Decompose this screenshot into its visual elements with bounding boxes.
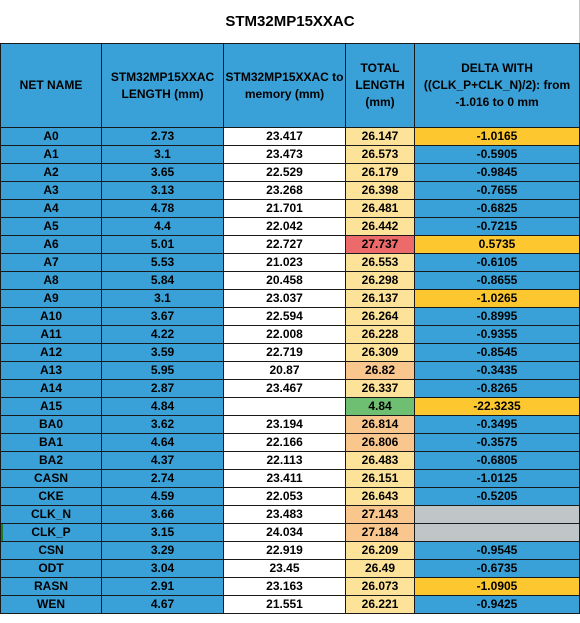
cell-net-name[interactable]: ODT — [1, 560, 102, 578]
table-row — [1, 488, 580, 506]
cell-length[interactable]: 5.95 — [102, 362, 224, 380]
cell-total[interactable]: 26.483 — [346, 452, 415, 470]
cell-length[interactable]: 3.66 — [102, 506, 224, 524]
cell-delta[interactable]: -0.8655 — [415, 272, 580, 290]
cell-to-memory[interactable] — [224, 398, 346, 416]
cell-net-name[interactable]: A1 — [1, 146, 102, 164]
cell-net-name[interactable]: A12 — [1, 344, 102, 362]
header-row — [1, 44, 580, 128]
cell-delta[interactable]: -0.8265 — [415, 380, 580, 398]
cell-length[interactable]: 3.15 — [102, 524, 224, 542]
cell-delta[interactable]: -0.7215 — [415, 218, 580, 236]
table-row — [1, 326, 580, 344]
cell-net-name[interactable]: A8 — [1, 272, 102, 290]
cell-length[interactable]: 4.78 — [102, 200, 224, 218]
cell-net-name[interactable]: A9 — [1, 290, 102, 308]
table-row — [1, 380, 580, 398]
cell-length[interactable]: 2.73 — [102, 128, 224, 146]
cell-delta[interactable] — [415, 524, 580, 542]
cell-to-memory[interactable]: 23.163 — [224, 578, 346, 596]
cell-total[interactable]: 26.398 — [346, 182, 415, 200]
cell-total[interactable]: 26.137 — [346, 290, 415, 308]
cell-length[interactable]: 2.87 — [102, 380, 224, 398]
cell-delta[interactable]: -0.5205 — [415, 488, 580, 506]
cell-to-memory[interactable]: 22.529 — [224, 164, 346, 182]
cell-to-memory[interactable]: 22.053 — [224, 488, 346, 506]
cell-length[interactable]: 4.37 — [102, 452, 224, 470]
cell-delta[interactable]: -0.3495 — [415, 416, 580, 434]
cell-total[interactable]: 26.264 — [346, 308, 415, 326]
cell-to-memory[interactable]: 24.034 — [224, 524, 346, 542]
cell-net-name[interactable]: CASN — [1, 470, 102, 488]
cell-length[interactable]: 5.53 — [102, 254, 224, 272]
table-row — [1, 182, 580, 200]
cell-length[interactable]: 4.84 — [102, 398, 224, 416]
cell-total[interactable]: 26.553 — [346, 254, 415, 272]
header-net-name[interactable]: NET NAME — [1, 44, 102, 128]
cell-delta[interactable]: -0.9545 — [415, 542, 580, 560]
table-row — [1, 542, 580, 560]
cell-delta[interactable]: -0.9355 — [415, 326, 580, 344]
cell-net-name[interactable]: BA0 — [1, 416, 102, 434]
cell-net-name[interactable]: A15 — [1, 398, 102, 416]
table-row — [1, 470, 580, 488]
cell-length[interactable]: 3.59 — [102, 344, 224, 362]
cell-total[interactable]: 26.147 — [346, 128, 415, 146]
header-length[interactable]: STM32MP15XXAC LENGTH (mm) — [102, 44, 224, 128]
cell-delta[interactable]: -0.8995 — [415, 308, 580, 326]
table-row — [1, 524, 580, 542]
cell-total[interactable]: 27.143 — [346, 506, 415, 524]
header-to-memory[interactable]: STM32MP15XXAC to memory (mm) — [224, 44, 346, 128]
cell-delta[interactable]: -0.6825 — [415, 200, 580, 218]
cell-delta[interactable]: -0.7655 — [415, 182, 580, 200]
cell-total[interactable]: 26.298 — [346, 272, 415, 290]
cell-length[interactable]: 2.91 — [102, 578, 224, 596]
cell-length[interactable]: 3.65 — [102, 164, 224, 182]
table-row — [1, 200, 580, 218]
cell-length[interactable]: 2.74 — [102, 470, 224, 488]
cell-to-memory[interactable]: 23.483 — [224, 506, 346, 524]
sheet-title: STM32MP15XXAC — [1, 0, 580, 43]
cell-length[interactable]: 3.67 — [102, 308, 224, 326]
cell-total[interactable]: 26.814 — [346, 416, 415, 434]
cell-total[interactable]: 26.806 — [346, 434, 415, 452]
table-row — [1, 272, 580, 290]
cell-total[interactable]: 26.82 — [346, 362, 415, 380]
cell-total[interactable]: 26.228 — [346, 326, 415, 344]
cell-total[interactable]: 26.221 — [346, 596, 415, 614]
cell-to-memory[interactable]: 20.458 — [224, 272, 346, 290]
table-row — [1, 434, 580, 452]
cell-to-memory[interactable]: 23.45 — [224, 560, 346, 578]
cell-net-name[interactable]: A11 — [1, 326, 102, 344]
cell-net-name[interactable]: CLK_P — [1, 524, 102, 542]
cell-to-memory[interactable]: 23.467 — [224, 380, 346, 398]
cell-net-name[interactable]: A13 — [1, 362, 102, 380]
cell-to-memory[interactable]: 22.594 — [224, 308, 346, 326]
cell-total[interactable]: 26.481 — [346, 200, 415, 218]
table-row — [1, 344, 580, 362]
cell-net-name[interactable]: CKE — [1, 488, 102, 506]
cell-delta[interactable]: -0.6105 — [415, 254, 580, 272]
cell-length[interactable]: 5.01 — [102, 236, 224, 254]
cell-total[interactable]: 26.442 — [346, 218, 415, 236]
table-row — [1, 362, 580, 380]
cell-to-memory[interactable]: 22.919 — [224, 542, 346, 560]
cell-net-name[interactable]: A3 — [1, 182, 102, 200]
cell-to-memory[interactable]: 22.719 — [224, 344, 346, 362]
cell-total[interactable]: 26.49 — [346, 560, 415, 578]
header-total[interactable]: TOTAL LENGTH (mm) — [346, 44, 415, 128]
cell-net-name[interactable]: A14 — [1, 380, 102, 398]
table-row — [1, 578, 580, 596]
cell-to-memory[interactable]: 20.87 — [224, 362, 346, 380]
cell-net-name[interactable]: A2 — [1, 164, 102, 182]
cell-delta[interactable]: -0.6735 — [415, 560, 580, 578]
cell-to-memory[interactable]: 21.701 — [224, 200, 346, 218]
cell-to-memory[interactable]: 23.194 — [224, 416, 346, 434]
cell-length[interactable]: 4.67 — [102, 596, 224, 614]
cell-delta[interactable]: -1.0265 — [415, 290, 580, 308]
cell-delta[interactable]: -0.5905 — [415, 146, 580, 164]
cell-net-name[interactable]: WEN — [1, 596, 102, 614]
table-row — [1, 146, 580, 164]
cell-delta[interactable]: -0.3435 — [415, 362, 580, 380]
cell-delta[interactable]: -0.6805 — [415, 452, 580, 470]
length-table — [0, 43, 580, 614]
cell-length[interactable]: 4.59 — [102, 488, 224, 506]
cell-net-name[interactable]: A4 — [1, 200, 102, 218]
table-body — [1, 128, 580, 614]
cell-net-name[interactable]: A5 — [1, 218, 102, 236]
cell-total[interactable]: 26.073 — [346, 578, 415, 596]
cell-length[interactable]: 3.1 — [102, 146, 224, 164]
cell-to-memory[interactable]: 22.166 — [224, 434, 346, 452]
cell-total[interactable]: 27.184 — [346, 524, 415, 542]
cell-total[interactable]: 26.643 — [346, 488, 415, 506]
cell-to-memory[interactable]: 23.411 — [224, 470, 346, 488]
cell-total[interactable]: 26.573 — [346, 146, 415, 164]
cell-delta[interactable] — [415, 506, 580, 524]
table-row — [1, 164, 580, 182]
table-row — [1, 506, 580, 524]
cell-length[interactable]: 4.64 — [102, 434, 224, 452]
cell-to-memory[interactable]: 21.023 — [224, 254, 346, 272]
cell-delta[interactable]: -22.3235 — [415, 398, 580, 416]
cell-total[interactable]: 26.151 — [346, 470, 415, 488]
cell-to-memory[interactable]: 23.268 — [224, 182, 346, 200]
cell-length[interactable]: 3.62 — [102, 416, 224, 434]
cell-delta[interactable]: -1.0125 — [415, 470, 580, 488]
cell-net-name[interactable]: RASN — [1, 578, 102, 596]
cell-delta[interactable]: -0.3575 — [415, 434, 580, 452]
cell-total[interactable]: 26.209 — [346, 542, 415, 560]
cell-total[interactable]: 26.337 — [346, 380, 415, 398]
table-row — [1, 254, 580, 272]
cell-total[interactable]: 27.737 — [346, 236, 415, 254]
table-row — [1, 218, 580, 236]
cell-length[interactable]: 3.1 — [102, 290, 224, 308]
cell-net-name[interactable]: BA2 — [1, 452, 102, 470]
cell-delta[interactable]: 0.5735 — [415, 236, 580, 254]
cell-total[interactable]: 26.179 — [346, 164, 415, 182]
cell-length[interactable]: 4.4 — [102, 218, 224, 236]
cell-delta[interactable]: -1.0165 — [415, 128, 580, 146]
table-row — [1, 452, 580, 470]
cell-net-name[interactable]: CLK_N — [1, 506, 102, 524]
cell-to-memory[interactable]: 23.417 — [224, 128, 346, 146]
cell-length[interactable]: 3.13 — [102, 182, 224, 200]
cell-to-memory[interactable]: 23.037 — [224, 290, 346, 308]
table-row — [1, 308, 580, 326]
cell-to-memory[interactable]: 23.473 — [224, 146, 346, 164]
table-row — [1, 236, 580, 254]
cell-net-name[interactable]: A6 — [1, 236, 102, 254]
table-row — [1, 596, 580, 614]
table-row — [1, 560, 580, 578]
cell-to-memory[interactable]: 21.551 — [224, 596, 346, 614]
cell-length[interactable]: 3.29 — [102, 542, 224, 560]
table-row — [1, 398, 580, 416]
cell-net-name[interactable]: A7 — [1, 254, 102, 272]
cell-net-name[interactable]: A10 — [1, 308, 102, 326]
cell-to-memory[interactable]: 22.008 — [224, 326, 346, 344]
cell-net-name[interactable]: CSN — [1, 542, 102, 560]
cell-net-name[interactable]: A0 — [1, 128, 102, 146]
cell-to-memory[interactable]: 22.727 — [224, 236, 346, 254]
cell-length[interactable]: 3.04 — [102, 560, 224, 578]
cell-delta[interactable]: -1.0905 — [415, 578, 580, 596]
cell-length[interactable]: 5.84 — [102, 272, 224, 290]
cell-net-name[interactable]: BA1 — [1, 434, 102, 452]
cell-to-memory[interactable]: 22.113 — [224, 452, 346, 470]
cell-delta[interactable]: -0.8545 — [415, 344, 580, 362]
cell-to-memory[interactable]: 22.042 — [224, 218, 346, 236]
header-delta[interactable]: DELTA WITH ((CLK_P+CLK_N)/2): from -1.016 to 0 mm — [415, 44, 580, 128]
table-row — [1, 128, 580, 146]
table-row — [1, 290, 580, 308]
cell-delta[interactable]: -0.9845 — [415, 164, 580, 182]
cell-total[interactable]: 26.309 — [346, 344, 415, 362]
cell-length[interactable]: 4.22 — [102, 326, 224, 344]
table-row — [1, 416, 580, 434]
cell-delta[interactable]: -0.9425 — [415, 596, 580, 614]
cell-total[interactable]: 4.84 — [346, 398, 415, 416]
